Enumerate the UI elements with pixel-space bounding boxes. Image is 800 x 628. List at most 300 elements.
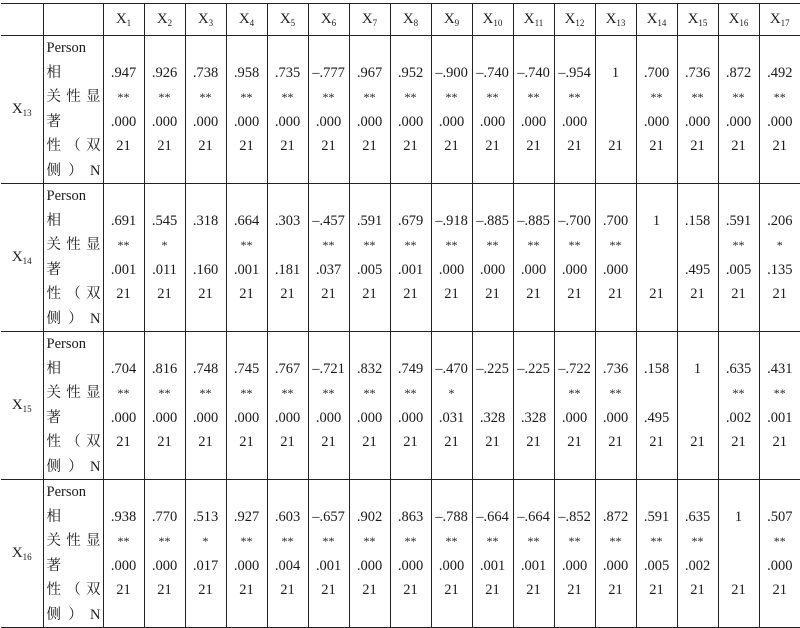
- correlation-cell: [144, 480, 185, 628]
- column-header-base: X: [565, 11, 576, 27]
- statistic-label-line: 关性显著: [47, 233, 101, 282]
- p-value: .001: [514, 554, 554, 579]
- p-value: .005: [637, 554, 677, 579]
- correlation-cell: [759, 184, 800, 332]
- correlation-value: .158: [678, 209, 718, 234]
- p-value: .001: [391, 258, 431, 283]
- correlation-value: .545: [145, 209, 185, 234]
- sample-size: 21: [186, 578, 226, 603]
- correlation-value: –.918: [432, 209, 472, 234]
- p-value: .000: [596, 258, 636, 283]
- correlation-cell: [636, 36, 677, 184]
- p-value: .000: [432, 110, 472, 135]
- p-value: .004: [268, 554, 308, 579]
- p-value: .000: [391, 554, 431, 579]
- sample-size: 21: [678, 134, 718, 159]
- sample-size: 21: [309, 134, 349, 159]
- statistic-label-line: 关性显著: [47, 529, 101, 578]
- significance-marker: **: [555, 233, 595, 258]
- correlation-cell: [554, 184, 595, 332]
- sample-size: 21: [678, 430, 718, 455]
- row-variable-subscript: 14: [23, 256, 32, 266]
- sample-size: 21: [391, 134, 431, 159]
- statistic-label-line: Person 相: [47, 332, 101, 381]
- sample-size: 21: [309, 578, 349, 603]
- correlation-value: –.885: [473, 209, 513, 234]
- correlation-cell: [349, 184, 390, 332]
- significance-marker: **: [227, 381, 267, 406]
- correlation-cell: [718, 184, 759, 332]
- p-value: .031: [432, 406, 472, 431]
- correlation-value: .735: [268, 61, 308, 86]
- column-header-subscript: 9: [455, 18, 460, 28]
- correlation-value: .635: [719, 357, 759, 382]
- column-header-x5: [267, 4, 308, 36]
- sample-size: 21: [514, 134, 554, 159]
- sample-size: 21: [350, 134, 390, 159]
- correlation-cell: [759, 36, 800, 184]
- significance-marker: **: [186, 85, 226, 110]
- correlation-value: .770: [145, 505, 185, 530]
- statistic-label: [43, 332, 103, 480]
- p-value: .000: [596, 554, 636, 579]
- correlation-cell: [513, 480, 554, 628]
- sample-size: 21: [145, 134, 185, 159]
- correlation-value: –.722: [555, 357, 595, 382]
- correlation-cell: [595, 332, 636, 480]
- sample-size: 21: [268, 430, 308, 455]
- p-value: .000: [145, 406, 185, 431]
- p-value: .000: [760, 554, 800, 579]
- sample-size: 21: [104, 282, 144, 307]
- sample-size: 21: [145, 430, 185, 455]
- sample-size: 21: [145, 578, 185, 603]
- correlation-value: –.777: [309, 61, 349, 86]
- correlation-cell: [554, 36, 595, 184]
- p-value: .005: [719, 258, 759, 283]
- correlation-value: .492: [760, 61, 800, 86]
- correlation-cell: [759, 332, 800, 480]
- column-header-x11: [513, 4, 554, 36]
- correlation-value: .863: [391, 505, 431, 530]
- p-value: .000: [514, 258, 554, 283]
- statistic-label-line: Person 相: [47, 184, 101, 233]
- significance-marker: **: [145, 85, 185, 110]
- correlation-value: .872: [719, 61, 759, 86]
- sample-size: 21: [350, 282, 390, 307]
- correlation-value: 1: [678, 357, 718, 382]
- sample-size: 21: [760, 578, 800, 603]
- significance-marker: **: [104, 233, 144, 258]
- column-header-subscript: 11: [535, 18, 544, 28]
- table-row: [1, 36, 800, 184]
- statistic-label-line: 侧）N: [47, 307, 101, 332]
- correlation-cell: [267, 184, 308, 332]
- correlation-cell: [226, 480, 267, 628]
- significance-marker: **: [473, 233, 513, 258]
- significance-marker: **: [268, 85, 308, 110]
- column-header-base: X: [647, 11, 658, 27]
- p-value: .002: [719, 406, 759, 431]
- correlation-cell: [718, 36, 759, 184]
- sample-size: 21: [227, 430, 267, 455]
- correlation-cell: [267, 36, 308, 184]
- column-header-x1: [103, 4, 144, 36]
- significance-marker: **: [719, 85, 759, 110]
- significance-marker: **: [227, 85, 267, 110]
- p-value: .495: [678, 258, 718, 283]
- correlation-value: .679: [391, 209, 431, 234]
- statistic-label-line: 性（双: [47, 430, 101, 455]
- statistic-label-line: 侧）N: [47, 159, 101, 184]
- correlation-cell: [349, 480, 390, 628]
- sample-size: 21: [555, 430, 595, 455]
- column-header-x17: [759, 4, 800, 36]
- correlation-cell: [636, 480, 677, 628]
- p-value: .000: [145, 110, 185, 135]
- row-variable-subscript: 16: [23, 552, 32, 562]
- significance-marker: **: [309, 529, 349, 554]
- sample-size: 21: [350, 578, 390, 603]
- column-header-base: X: [524, 11, 535, 27]
- p-value: .495: [637, 406, 677, 431]
- column-header-base: X: [444, 11, 455, 27]
- correlation-value: .507: [760, 505, 800, 530]
- significance-marker: **: [760, 381, 800, 406]
- correlation-cell: [308, 184, 349, 332]
- p-value: .000: [309, 110, 349, 135]
- significance-marker: **: [104, 529, 144, 554]
- correlation-cell: [390, 332, 431, 480]
- sample-size: 21: [637, 134, 677, 159]
- p-value: .135: [760, 258, 800, 283]
- p-value: .000: [350, 554, 390, 579]
- row-variable-base: X: [12, 397, 23, 413]
- significance-marker: **: [596, 233, 636, 258]
- correlation-value: 1: [596, 61, 636, 86]
- correlation-value: .704: [104, 357, 144, 382]
- correlation-cell: [185, 332, 226, 480]
- statistic-label-line: 关性显著: [47, 381, 101, 430]
- column-header-subscript: 7: [373, 18, 378, 28]
- significance-marker: *: [145, 233, 185, 258]
- column-header-x14: [636, 4, 677, 36]
- column-header-x8: [390, 4, 431, 36]
- correlation-value: –.740: [473, 61, 513, 86]
- statistic-label-line: 性（双: [47, 578, 101, 603]
- correlation-value: –.900: [432, 61, 472, 86]
- sample-size: 21: [432, 578, 472, 603]
- correlation-cell: [226, 332, 267, 480]
- correlation-cell: [144, 332, 185, 480]
- p-value: .000: [432, 258, 472, 283]
- column-header-base: X: [688, 11, 699, 27]
- column-header-subscript: 10: [493, 18, 502, 28]
- significance-marker: [514, 381, 554, 406]
- column-header-base: X: [606, 11, 617, 27]
- column-header-base: X: [198, 11, 209, 27]
- sample-size: 21: [637, 282, 677, 307]
- p-value: .328: [473, 406, 513, 431]
- p-value: .000: [309, 406, 349, 431]
- column-header-x9: [431, 4, 472, 36]
- sample-size: 21: [309, 430, 349, 455]
- correlation-value: –.700: [555, 209, 595, 234]
- sample-size: 21: [555, 578, 595, 603]
- corner-cell: [43, 4, 103, 36]
- row-variable-base: X: [12, 545, 23, 561]
- p-value: .000: [227, 110, 267, 135]
- p-value: .000: [104, 406, 144, 431]
- correlation-value: .431: [760, 357, 800, 382]
- sample-size: 21: [350, 430, 390, 455]
- correlation-value: .736: [596, 357, 636, 382]
- column-header-x12: [554, 4, 595, 36]
- correlation-cell: [431, 332, 472, 480]
- correlation-value: .958: [227, 61, 267, 86]
- table-row: [1, 332, 800, 480]
- correlation-cell: [103, 36, 144, 184]
- column-header-base: X: [729, 11, 740, 27]
- correlation-cell: [472, 332, 513, 480]
- correlation-value: .927: [227, 505, 267, 530]
- sample-size: 21: [186, 134, 226, 159]
- column-header-subscript: 13: [616, 18, 625, 28]
- statistic-label-line: 性（双: [47, 134, 101, 159]
- significance-marker: [678, 381, 718, 406]
- significance-marker: **: [145, 529, 185, 554]
- correlation-value: .816: [145, 357, 185, 382]
- correlation-cell: [431, 184, 472, 332]
- statistic-label-line: 侧）N: [47, 455, 101, 480]
- correlation-value: .664: [227, 209, 267, 234]
- statistic-label-line: Person 相: [47, 36, 101, 85]
- correlation-value: .206: [760, 209, 800, 234]
- correlation-value: .691: [104, 209, 144, 234]
- correlation-cell: [554, 480, 595, 628]
- significance-marker: **: [268, 529, 308, 554]
- significance-marker: **: [391, 529, 431, 554]
- significance-marker: **: [391, 85, 431, 110]
- correlation-cell: [144, 184, 185, 332]
- significance-marker: **: [391, 381, 431, 406]
- p-value: [596, 110, 636, 135]
- p-value: .000: [719, 110, 759, 135]
- significance-marker: **: [432, 233, 472, 258]
- significance-marker: **: [350, 529, 390, 554]
- p-value: .000: [432, 554, 472, 579]
- significance-marker: **: [555, 85, 595, 110]
- significance-marker: **: [678, 529, 718, 554]
- correlation-cell: [595, 480, 636, 628]
- p-value: .328: [514, 406, 554, 431]
- table-row: [1, 480, 800, 628]
- significance-marker: [637, 233, 677, 258]
- correlation-cell: [103, 332, 144, 480]
- p-value: .000: [186, 406, 226, 431]
- p-value: .000: [555, 258, 595, 283]
- significance-marker: **: [473, 85, 513, 110]
- row-variable-base: X: [12, 101, 23, 117]
- significance-marker: *: [760, 233, 800, 258]
- header-row: [1, 4, 800, 36]
- p-value: .000: [555, 110, 595, 135]
- significance-marker: **: [104, 85, 144, 110]
- correlation-value: .158: [637, 357, 677, 382]
- p-value: .000: [350, 406, 390, 431]
- significance-marker: **: [350, 85, 390, 110]
- significance-marker: **: [719, 381, 759, 406]
- correlation-value: .591: [719, 209, 759, 234]
- p-value: .000: [596, 406, 636, 431]
- correlation-value: .700: [637, 61, 677, 86]
- significance-marker: **: [514, 233, 554, 258]
- correlation-cell: [513, 36, 554, 184]
- table-body: [1, 36, 800, 628]
- significance-marker: **: [432, 85, 472, 110]
- correlation-cell: [185, 184, 226, 332]
- sample-size: 21: [637, 578, 677, 603]
- correlation-cell: [267, 480, 308, 628]
- sample-size: 21: [391, 430, 431, 455]
- p-value: .000: [555, 554, 595, 579]
- p-value: .005: [350, 258, 390, 283]
- correlation-value: –.457: [309, 209, 349, 234]
- p-value: .000: [473, 258, 513, 283]
- correlation-cell: [390, 36, 431, 184]
- correlation-cell: [636, 332, 677, 480]
- correlation-cell: [718, 480, 759, 628]
- significance-marker: **: [637, 85, 677, 110]
- sample-size: 21: [391, 282, 431, 307]
- sample-size: 21: [268, 134, 308, 159]
- p-value: .000: [391, 406, 431, 431]
- correlation-value: –.657: [309, 505, 349, 530]
- row-variable-label: [1, 332, 43, 480]
- p-value: .000: [104, 110, 144, 135]
- column-header-subscript: 17: [781, 18, 790, 28]
- correlation-cell: [472, 36, 513, 184]
- correlation-cell: [308, 480, 349, 628]
- significance-marker: **: [391, 233, 431, 258]
- correlation-value: .603: [268, 505, 308, 530]
- correlation-cell: [349, 36, 390, 184]
- sample-size: 21: [432, 430, 472, 455]
- correlation-cell: [636, 184, 677, 332]
- column-header-x13: [595, 4, 636, 36]
- correlation-value: –.721: [309, 357, 349, 382]
- p-value: [719, 554, 759, 579]
- sample-size: 21: [268, 578, 308, 603]
- correlation-cell: [472, 480, 513, 628]
- p-value: .001: [760, 406, 800, 431]
- p-value: .000: [473, 110, 513, 135]
- correlation-cell: [677, 480, 718, 628]
- p-value: .000: [555, 406, 595, 431]
- column-header-base: X: [483, 11, 494, 27]
- sample-size: 21: [596, 430, 636, 455]
- significance-marker: **: [186, 381, 226, 406]
- correlation-value: –.885: [514, 209, 554, 234]
- correlation-value: .513: [186, 505, 226, 530]
- significance-marker: **: [350, 381, 390, 406]
- sample-size: 21: [678, 282, 718, 307]
- correlation-cell: [103, 480, 144, 628]
- statistic-label-line: 关性显著: [47, 85, 101, 134]
- correlation-value: .635: [678, 505, 718, 530]
- column-header-base: X: [157, 11, 168, 27]
- correlation-value: 1: [637, 209, 677, 234]
- column-header-subscript: 3: [209, 18, 214, 28]
- p-value: .000: [186, 110, 226, 135]
- correlation-cell: [308, 332, 349, 480]
- p-value: .000: [391, 110, 431, 135]
- correlation-cell: [144, 36, 185, 184]
- correlation-cell: [554, 332, 595, 480]
- correlation-value: –.852: [555, 505, 595, 530]
- sample-size: 21: [473, 578, 513, 603]
- p-value: .001: [309, 554, 349, 579]
- correlation-cell: [677, 332, 718, 480]
- p-value: .000: [678, 110, 718, 135]
- sample-size: 21: [473, 134, 513, 159]
- significance-marker: **: [227, 233, 267, 258]
- sample-size: 21: [760, 282, 800, 307]
- sample-size: 21: [719, 430, 759, 455]
- correlation-value: .318: [186, 209, 226, 234]
- correlation-cell: [595, 184, 636, 332]
- correlation-value: .872: [596, 505, 636, 530]
- p-value: .001: [104, 258, 144, 283]
- correlation-value: .736: [678, 61, 718, 86]
- correlation-value: –.664: [514, 505, 554, 530]
- row-variable-subscript: 13: [23, 108, 32, 118]
- p-value: .017: [186, 554, 226, 579]
- column-header-subscript: 8: [414, 18, 419, 28]
- correlation-cell: [390, 184, 431, 332]
- sample-size: 21: [637, 430, 677, 455]
- p-value: .000: [227, 406, 267, 431]
- significance-marker: [596, 85, 636, 110]
- significance-marker: [473, 381, 513, 406]
- column-header-subscript: 16: [739, 18, 748, 28]
- statistic-label-line: 侧）N: [47, 603, 101, 628]
- p-value: .037: [309, 258, 349, 283]
- sample-size: 21: [719, 282, 759, 307]
- significance-marker: **: [227, 529, 267, 554]
- correlation-cell: [431, 480, 472, 628]
- sample-size: 21: [391, 578, 431, 603]
- correlation-cell: [677, 36, 718, 184]
- sample-size: 21: [227, 134, 267, 159]
- correlation-cell: [595, 36, 636, 184]
- p-value: .000: [760, 110, 800, 135]
- correlation-cell: [390, 480, 431, 628]
- significance-marker: **: [309, 233, 349, 258]
- sample-size: 21: [268, 282, 308, 307]
- p-value: .000: [104, 554, 144, 579]
- correlation-value: –.954: [555, 61, 595, 86]
- correlation-cell: [226, 36, 267, 184]
- sample-size: 21: [596, 578, 636, 603]
- correlation-cell: [431, 36, 472, 184]
- row-variable-label: [1, 36, 43, 184]
- significance-marker: **: [514, 85, 554, 110]
- correlation-value: –.470: [432, 357, 472, 382]
- significance-marker: **: [596, 381, 636, 406]
- column-header-subscript: 2: [168, 18, 173, 28]
- p-value: .000: [227, 554, 267, 579]
